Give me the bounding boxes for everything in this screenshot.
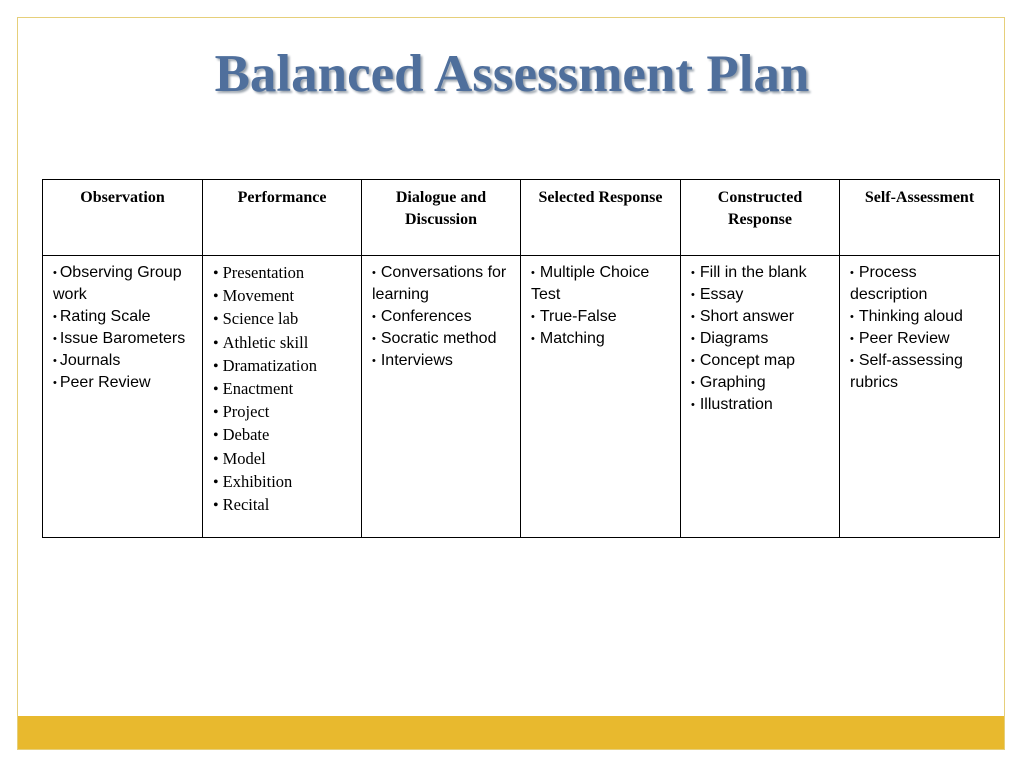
bullet-icon: • <box>213 473 219 491</box>
bullet-icon: • <box>213 450 219 468</box>
list-item-text: True-False <box>539 308 617 325</box>
cell-constructed-response <box>681 256 840 538</box>
list-item <box>213 262 355 285</box>
list-item-text: Debate <box>222 425 270 445</box>
list-item-text: Issue Barometers <box>59 330 186 347</box>
bullet-icon: • <box>53 333 57 345</box>
list-item <box>691 306 833 328</box>
bullet-icon: • <box>213 334 219 352</box>
list-item <box>372 350 514 372</box>
list-item <box>53 328 196 350</box>
header-constructed-response: Constructed Response <box>681 180 840 256</box>
bullet-icon: • <box>691 355 695 367</box>
header-observation: Observation <box>43 180 203 256</box>
list-item-text: Observing Group work <box>53 264 182 303</box>
list-item <box>850 306 993 328</box>
bullet-icon: • <box>53 355 57 367</box>
list-item-text: Self-assessing rubrics <box>850 352 963 391</box>
list-item-text: Diagrams <box>699 330 769 347</box>
list-item <box>691 328 833 350</box>
list-item-text: Recital <box>222 495 270 515</box>
list-item <box>691 394 833 416</box>
list-item-text: Project <box>222 402 270 422</box>
list-item-text: Dramatization <box>222 355 317 375</box>
list-item-text: Peer Review <box>858 330 950 347</box>
list-selected-response <box>531 262 674 350</box>
list-item-text: Process description <box>850 264 928 303</box>
bullet-icon: • <box>850 355 854 367</box>
list-item-text: Rating Scale <box>59 308 151 325</box>
list-dialogue-discussion <box>372 262 514 372</box>
list-item-text: Thinking aloud <box>858 308 963 325</box>
list-item-text: Journals <box>59 352 121 369</box>
bullet-icon: • <box>213 381 219 399</box>
cell-selected-response <box>521 256 681 538</box>
bullet-icon: • <box>691 377 695 389</box>
list-item-text: Science lab <box>222 309 299 329</box>
list-item <box>53 306 196 328</box>
bullet-icon: • <box>531 311 535 323</box>
list-item <box>850 328 993 350</box>
list-item-text: Socratic method <box>380 330 497 347</box>
list-item-text: Matching <box>539 330 605 347</box>
bullet-icon: • <box>691 333 695 345</box>
list-item-text: Fill in the blank <box>699 264 807 281</box>
bullet-icon: • <box>213 311 219 329</box>
list-item-text: Concept map <box>699 352 796 369</box>
assessment-table <box>42 179 1000 538</box>
list-item <box>531 262 674 306</box>
list-item-text: Movement <box>222 286 295 306</box>
cell-performance <box>203 256 362 538</box>
list-item <box>53 350 196 372</box>
list-item <box>850 262 993 306</box>
list-item-text: Peer Review <box>59 374 151 391</box>
list-item-text: Athletic skill <box>222 332 309 352</box>
list-item <box>213 332 355 355</box>
list-item-text: Conferences <box>380 308 472 325</box>
list-item-text: Essay <box>699 286 744 303</box>
list-item-text: Interviews <box>380 352 453 369</box>
cell-dialogue-discussion <box>362 256 521 538</box>
bullet-icon: • <box>213 404 219 422</box>
bullet-icon: • <box>53 377 57 389</box>
bullet-icon: • <box>531 267 535 279</box>
list-item <box>691 350 833 372</box>
list-item <box>213 355 355 378</box>
cell-observation <box>43 256 203 538</box>
bullet-icon: • <box>691 399 695 411</box>
list-item-text: Graphing <box>699 374 766 391</box>
list-performance <box>213 262 355 517</box>
list-item <box>213 471 355 494</box>
list-item <box>691 284 833 306</box>
list-item <box>372 328 514 350</box>
list-item <box>213 448 355 471</box>
bullet-icon: • <box>213 288 219 306</box>
list-item <box>53 262 196 306</box>
header-self-assessment: Self-Assessment <box>840 180 1000 256</box>
list-item <box>691 372 833 394</box>
list-item <box>531 328 674 350</box>
list-item <box>372 262 514 306</box>
bullet-icon: • <box>372 355 376 367</box>
bullet-icon: • <box>691 267 695 279</box>
list-item <box>213 424 355 447</box>
list-item <box>213 494 355 517</box>
footer-bar <box>18 716 1004 749</box>
bullet-icon: • <box>53 311 57 323</box>
bullet-icon: • <box>531 333 535 345</box>
list-item <box>372 306 514 328</box>
list-item <box>531 306 674 328</box>
list-item-text: Illustration <box>699 396 773 413</box>
list-item <box>691 262 833 284</box>
list-item-text: Short answer <box>699 308 795 325</box>
bullet-icon: • <box>691 289 695 301</box>
cell-self-assessment <box>840 256 1000 538</box>
header-selected-response: Selected Response <box>521 180 681 256</box>
bullet-icon: • <box>372 311 376 323</box>
bullet-icon: • <box>213 427 219 445</box>
list-item <box>213 308 355 331</box>
table-header-row <box>43 180 1000 256</box>
list-item <box>53 372 196 394</box>
list-item-text: Presentation <box>222 263 305 282</box>
table-row <box>43 256 1000 538</box>
bullet-icon: • <box>372 333 376 345</box>
list-item-text: Exhibition <box>222 471 293 491</box>
list-item <box>213 285 355 308</box>
slide-title: Balanced Assessment Plan <box>214 45 810 103</box>
list-item <box>850 350 993 394</box>
bullet-icon: • <box>213 265 219 282</box>
list-self-assessment <box>850 262 993 394</box>
list-item-text: Multiple Choice Test <box>531 264 650 303</box>
bullet-icon: • <box>691 311 695 323</box>
list-item <box>213 401 355 424</box>
bullet-icon: • <box>850 333 854 345</box>
list-item-text: Enactment <box>222 379 294 399</box>
bullet-icon: • <box>53 267 57 279</box>
header-dialogue-discussion: Dialogue and Discussion <box>362 180 521 256</box>
header-performance: Performance <box>203 180 362 256</box>
bullet-icon: • <box>850 267 854 279</box>
list-observation <box>53 262 196 394</box>
bullet-icon: • <box>213 357 219 375</box>
bullet-icon: • <box>372 267 376 279</box>
bullet-icon: • <box>850 311 854 323</box>
bullet-icon: • <box>213 497 219 515</box>
list-constructed-response <box>691 262 833 416</box>
list-item <box>213 378 355 401</box>
list-item-text: Model <box>222 448 266 468</box>
list-item-text: Conversations for learning <box>372 264 507 303</box>
